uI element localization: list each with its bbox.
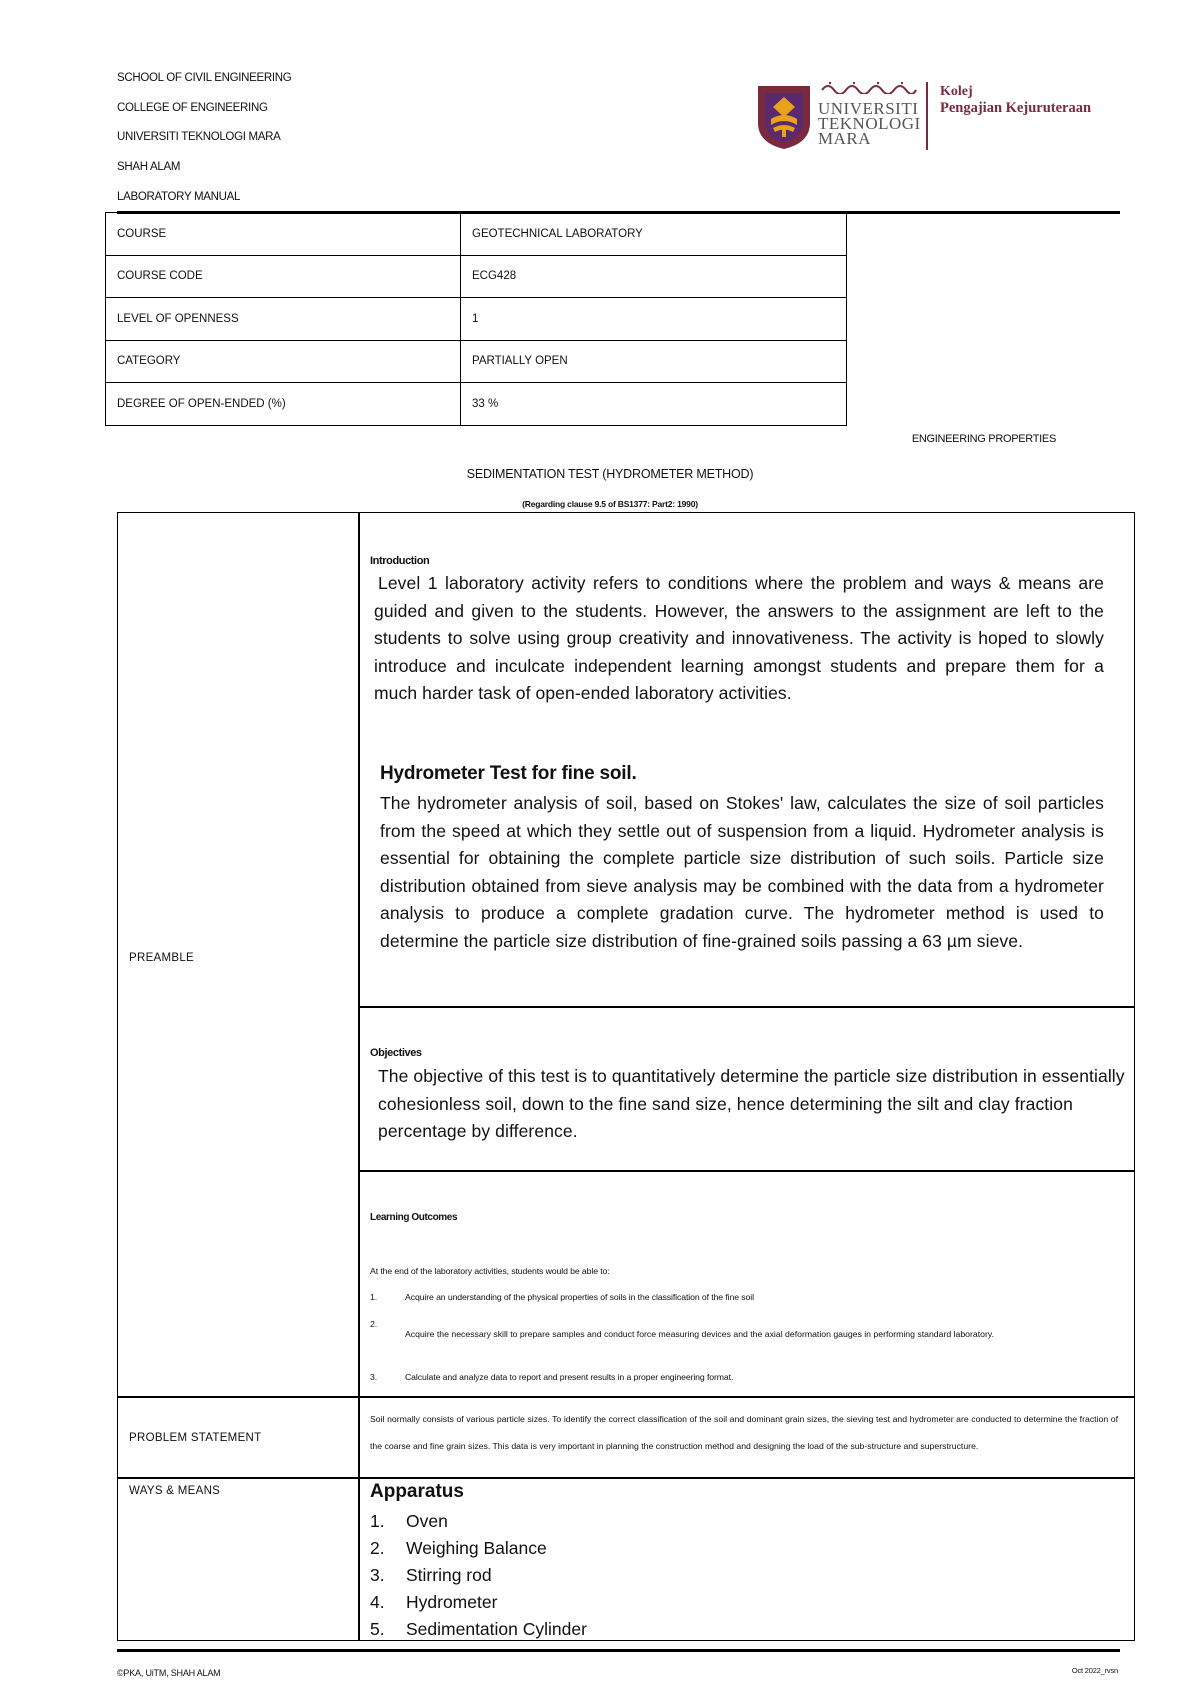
info-value: ECG428 (461, 255, 847, 298)
objectives-text: The objective of this test is to quantitatively determine the particle size distribution in essentially cohesionless soil, down to the fine sand size, hence determining the silt and clay fraction percentage by difference. (378, 1066, 1125, 1141)
header-line-college: COLLEGE OF ENGINEERING (117, 102, 268, 114)
table-row (106, 383, 847, 426)
learning-outcomes-heading: Learning Outcomes (370, 1212, 458, 1223)
list-item-num: 5. (370, 1619, 385, 1639)
list-item (370, 1562, 587, 1589)
preamble-label: PREAMBLE (129, 952, 195, 964)
ways-means-label: WAYS & MEANS (129, 1485, 221, 1497)
hydrometer-heading: Hydrometer Test for fine soil. (380, 763, 637, 784)
logo-kolej: Kolej (940, 84, 973, 99)
list-item-text: Hydrometer (406, 1592, 498, 1612)
apparatus-heading: Apparatus (370, 1481, 464, 1502)
footer-left: ©PKA, UiTM, SHAH ALAM (117, 1668, 221, 1678)
table-row (106, 213, 847, 256)
lo-item-num: 1. (370, 1292, 378, 1302)
uitm-jawi-script (820, 80, 918, 94)
header-line-location: SHAH ALAM (117, 161, 181, 173)
logo-name-line-2: TEKNOLOGI (818, 114, 921, 133)
info-value: GEOTECHNICAL LABORATORY (461, 213, 847, 256)
info-value: 1 (461, 298, 847, 341)
list-item (370, 1616, 587, 1643)
list-item (370, 1508, 587, 1535)
introduction-text: Level 1 laboratory activity refers to conditions where the problem and ways & means are guided and given to the students. However, the answers to the assignment are left to the students to solve using group creativity and innovativeness. The activity is hoped to slowly introduce and inculcate independent learning amongst students and prepare them for a much harder task of open-ended laboratory activities. (374, 573, 1104, 703)
lo-item-text: Acquire an understanding of the physical properties of soils in the classification of the fine soil (405, 1292, 754, 1302)
learning-outcomes-cell (358, 1170, 1135, 1398)
hydrometer-text: The hydrometer analysis of soil, based on Stokes' law, calculates the size of soil particles from the speed at which they settle out of suspension from a liquid. Hydrometer analysis is essential for obtaining the complete particle size distribution of such soils. Particle size distribution obtained from sieve analysis may be combined with the data from a hydrometer analysis to produce a complete gradation curve. The hydrometer method is used to determine the particle size distribution of fine-grained soils passing a 63 µm sieve. (380, 793, 1104, 951)
engineering-properties-label: ENGINEERING PROPERTIES (911, 433, 1056, 445)
lo-item-text: Acquire the necessary skill to prepare samples and conduct force measuring devices and the axial deformation gauges in performing standard laboratory. (405, 1329, 994, 1339)
header-line-manual: LABORATORY MANUAL (117, 191, 241, 203)
table-row (106, 340, 847, 383)
info-value: PARTIALLY OPEN (461, 340, 847, 383)
problem-statement-label: PROBLEM STATEMENT (129, 1432, 262, 1444)
logo-name-line-1: UNIVERSITI (818, 99, 919, 118)
course-info-table (105, 212, 847, 426)
footer-right: Oct 2022_rvsn (1071, 1666, 1118, 1675)
list-item-text: Weighing Balance (406, 1538, 547, 1558)
list-item-text: Sedimentation Cylinder (406, 1619, 587, 1639)
header-line-university: UNIVERSITI TEKNOLOGI MARA (117, 131, 281, 143)
table-row (106, 298, 847, 341)
list-item-text: Oven (406, 1511, 448, 1531)
introduction-heading: Introduction (370, 555, 430, 567)
list-item (370, 1535, 587, 1562)
page-title: SEDIMENTATION TEST (HYDROMETER METHOD) (466, 467, 754, 481)
objectives-heading: Objectives (370, 1047, 422, 1059)
header-line-school: SCHOOL OF CIVIL ENGINEERING (117, 72, 292, 84)
info-label: CATEGORY (106, 340, 461, 383)
logo-divider (926, 82, 928, 150)
logo-kolej-sub: Pengajian Kejuruteraan (940, 100, 1092, 116)
learning-outcomes-intro: At the end of the laboratory activities, students would be able to: (370, 1266, 610, 1276)
info-label: COURSE CODE (106, 255, 461, 298)
list-item-text: Stirring rod (406, 1565, 492, 1585)
lo-item-num: 2. (370, 1319, 378, 1329)
list-item-num: 2. (370, 1538, 385, 1558)
problem-statement-text: Soil normally consists of various particle sizes. To identify the correct classification of the soil and dominant grain sizes, the sieving test and hydrometer are conducted to determine the fraction of the coarse and fine grain sizes. This data is very important in planning the construction method and designing the load of the sub-structure and superstructure. (370, 1414, 1118, 1451)
info-value: 33 % (461, 383, 847, 426)
ways-label-cell (117, 1477, 360, 1641)
apparatus-list (370, 1508, 587, 1643)
table-row (106, 255, 847, 298)
uitm-crest-icon (755, 83, 813, 151)
lo-item-num: 3. (370, 1372, 378, 1382)
info-label: LEVEL OF OPENNESS (106, 298, 461, 341)
list-item-num: 1. (370, 1511, 385, 1531)
lo-item-text: Calculate and analyze data to report and present results in a proper engineering format. (405, 1372, 734, 1382)
footer-rule (117, 1649, 1120, 1652)
info-label: COURSE (106, 213, 461, 256)
list-item-num: 3. (370, 1565, 385, 1585)
list-item (370, 1589, 587, 1616)
list-item-num: 4. (370, 1592, 385, 1612)
logo-name-line-3: MARA (818, 129, 872, 148)
info-label: DEGREE OF OPEN-ENDED (%) (106, 383, 461, 426)
page-subtitle: (Regarding clause 9.5 of BS1377: Part2: 1990) (522, 499, 698, 509)
